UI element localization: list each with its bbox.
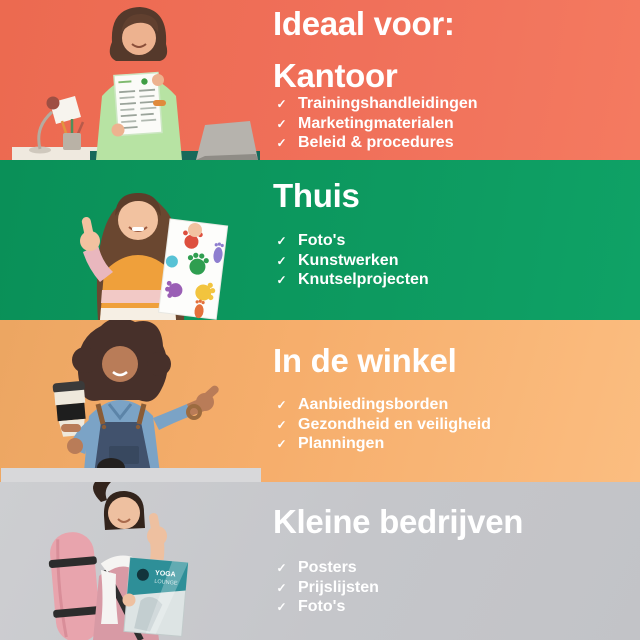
section-thuis xyxy=(0,160,640,320)
list-item xyxy=(275,133,478,153)
section-heading-kantoor: Kantoor xyxy=(273,57,398,94)
list-item xyxy=(275,558,379,578)
list-item-label: Marketingmaterialen xyxy=(298,114,454,132)
text-kantoor xyxy=(273,0,634,160)
section-heading-thuis: Thuis xyxy=(273,177,360,214)
list-item xyxy=(275,231,429,251)
check-icon: ✓ xyxy=(276,561,287,575)
photo-office-woman xyxy=(0,0,260,160)
text-bedrijven xyxy=(273,482,634,640)
list-item-label: Kunstwerken xyxy=(298,251,399,269)
text-winkel xyxy=(273,320,634,482)
check-icon: ✓ xyxy=(276,580,287,595)
check-icon: ✓ xyxy=(276,600,287,614)
laptop xyxy=(196,121,258,160)
list-item-label: Posters xyxy=(298,559,357,576)
photo-yoga-woman xyxy=(0,482,262,640)
list-item-label: Trainingshandleidingen xyxy=(298,95,478,112)
checklist-thuis xyxy=(275,231,429,290)
checklist-winkel xyxy=(275,395,491,454)
section-kantoor xyxy=(0,0,640,160)
photo-barista-woman xyxy=(0,320,262,482)
list-item xyxy=(275,597,379,617)
pointing-hand xyxy=(153,384,220,430)
check-icon: ✓ xyxy=(276,417,287,432)
barista-woman xyxy=(1,320,261,482)
section-winkel xyxy=(0,320,640,482)
checklist-bedrijven xyxy=(275,558,379,617)
list-item-label: Gezondheid en veiligheid xyxy=(298,415,491,433)
list-item xyxy=(275,395,491,415)
list-item xyxy=(275,251,429,271)
check-icon: ✓ xyxy=(276,437,287,451)
list-item xyxy=(275,94,478,114)
section-heading-winkel: In de winkel xyxy=(273,342,457,379)
check-icon: ✓ xyxy=(276,273,287,287)
check-icon: ✓ xyxy=(276,253,287,268)
list-item xyxy=(275,114,478,134)
office-woman xyxy=(96,7,182,160)
lead-heading: Ideaal voor: xyxy=(273,5,455,42)
poster-title-line2: LOUNGE xyxy=(154,578,178,587)
gym-woman xyxy=(46,482,188,640)
poster-title-line1: YOGA xyxy=(154,569,176,579)
list-item xyxy=(275,578,379,598)
list-item-label: Planningen xyxy=(298,435,385,452)
check-icon: ✓ xyxy=(276,97,287,111)
list-item xyxy=(275,415,491,435)
check-icon: ✓ xyxy=(276,234,287,248)
list-item-label: Aanbiedingsborden xyxy=(298,396,449,413)
list-item-label: Foto's xyxy=(298,598,346,615)
list-item-label: Knutselprojecten xyxy=(298,271,429,288)
section-bedrijven xyxy=(0,482,640,640)
check-icon: ✓ xyxy=(276,136,287,150)
girl xyxy=(80,193,228,320)
section-heading-bedrijven: Kleine bedrijven xyxy=(273,503,524,540)
text-thuis xyxy=(273,160,634,320)
photo-girl-thumbs-up xyxy=(0,160,260,320)
checklist-kantoor xyxy=(275,94,478,153)
list-item-label: Beleid & procedures xyxy=(298,134,454,151)
check-icon: ✓ xyxy=(276,398,287,412)
list-item xyxy=(275,434,491,454)
pencil-cup xyxy=(62,119,83,150)
check-icon: ✓ xyxy=(276,116,287,131)
list-item-label: Foto's xyxy=(298,232,346,249)
list-item xyxy=(275,270,429,290)
list-item-label: Prijslijsten xyxy=(298,578,379,596)
